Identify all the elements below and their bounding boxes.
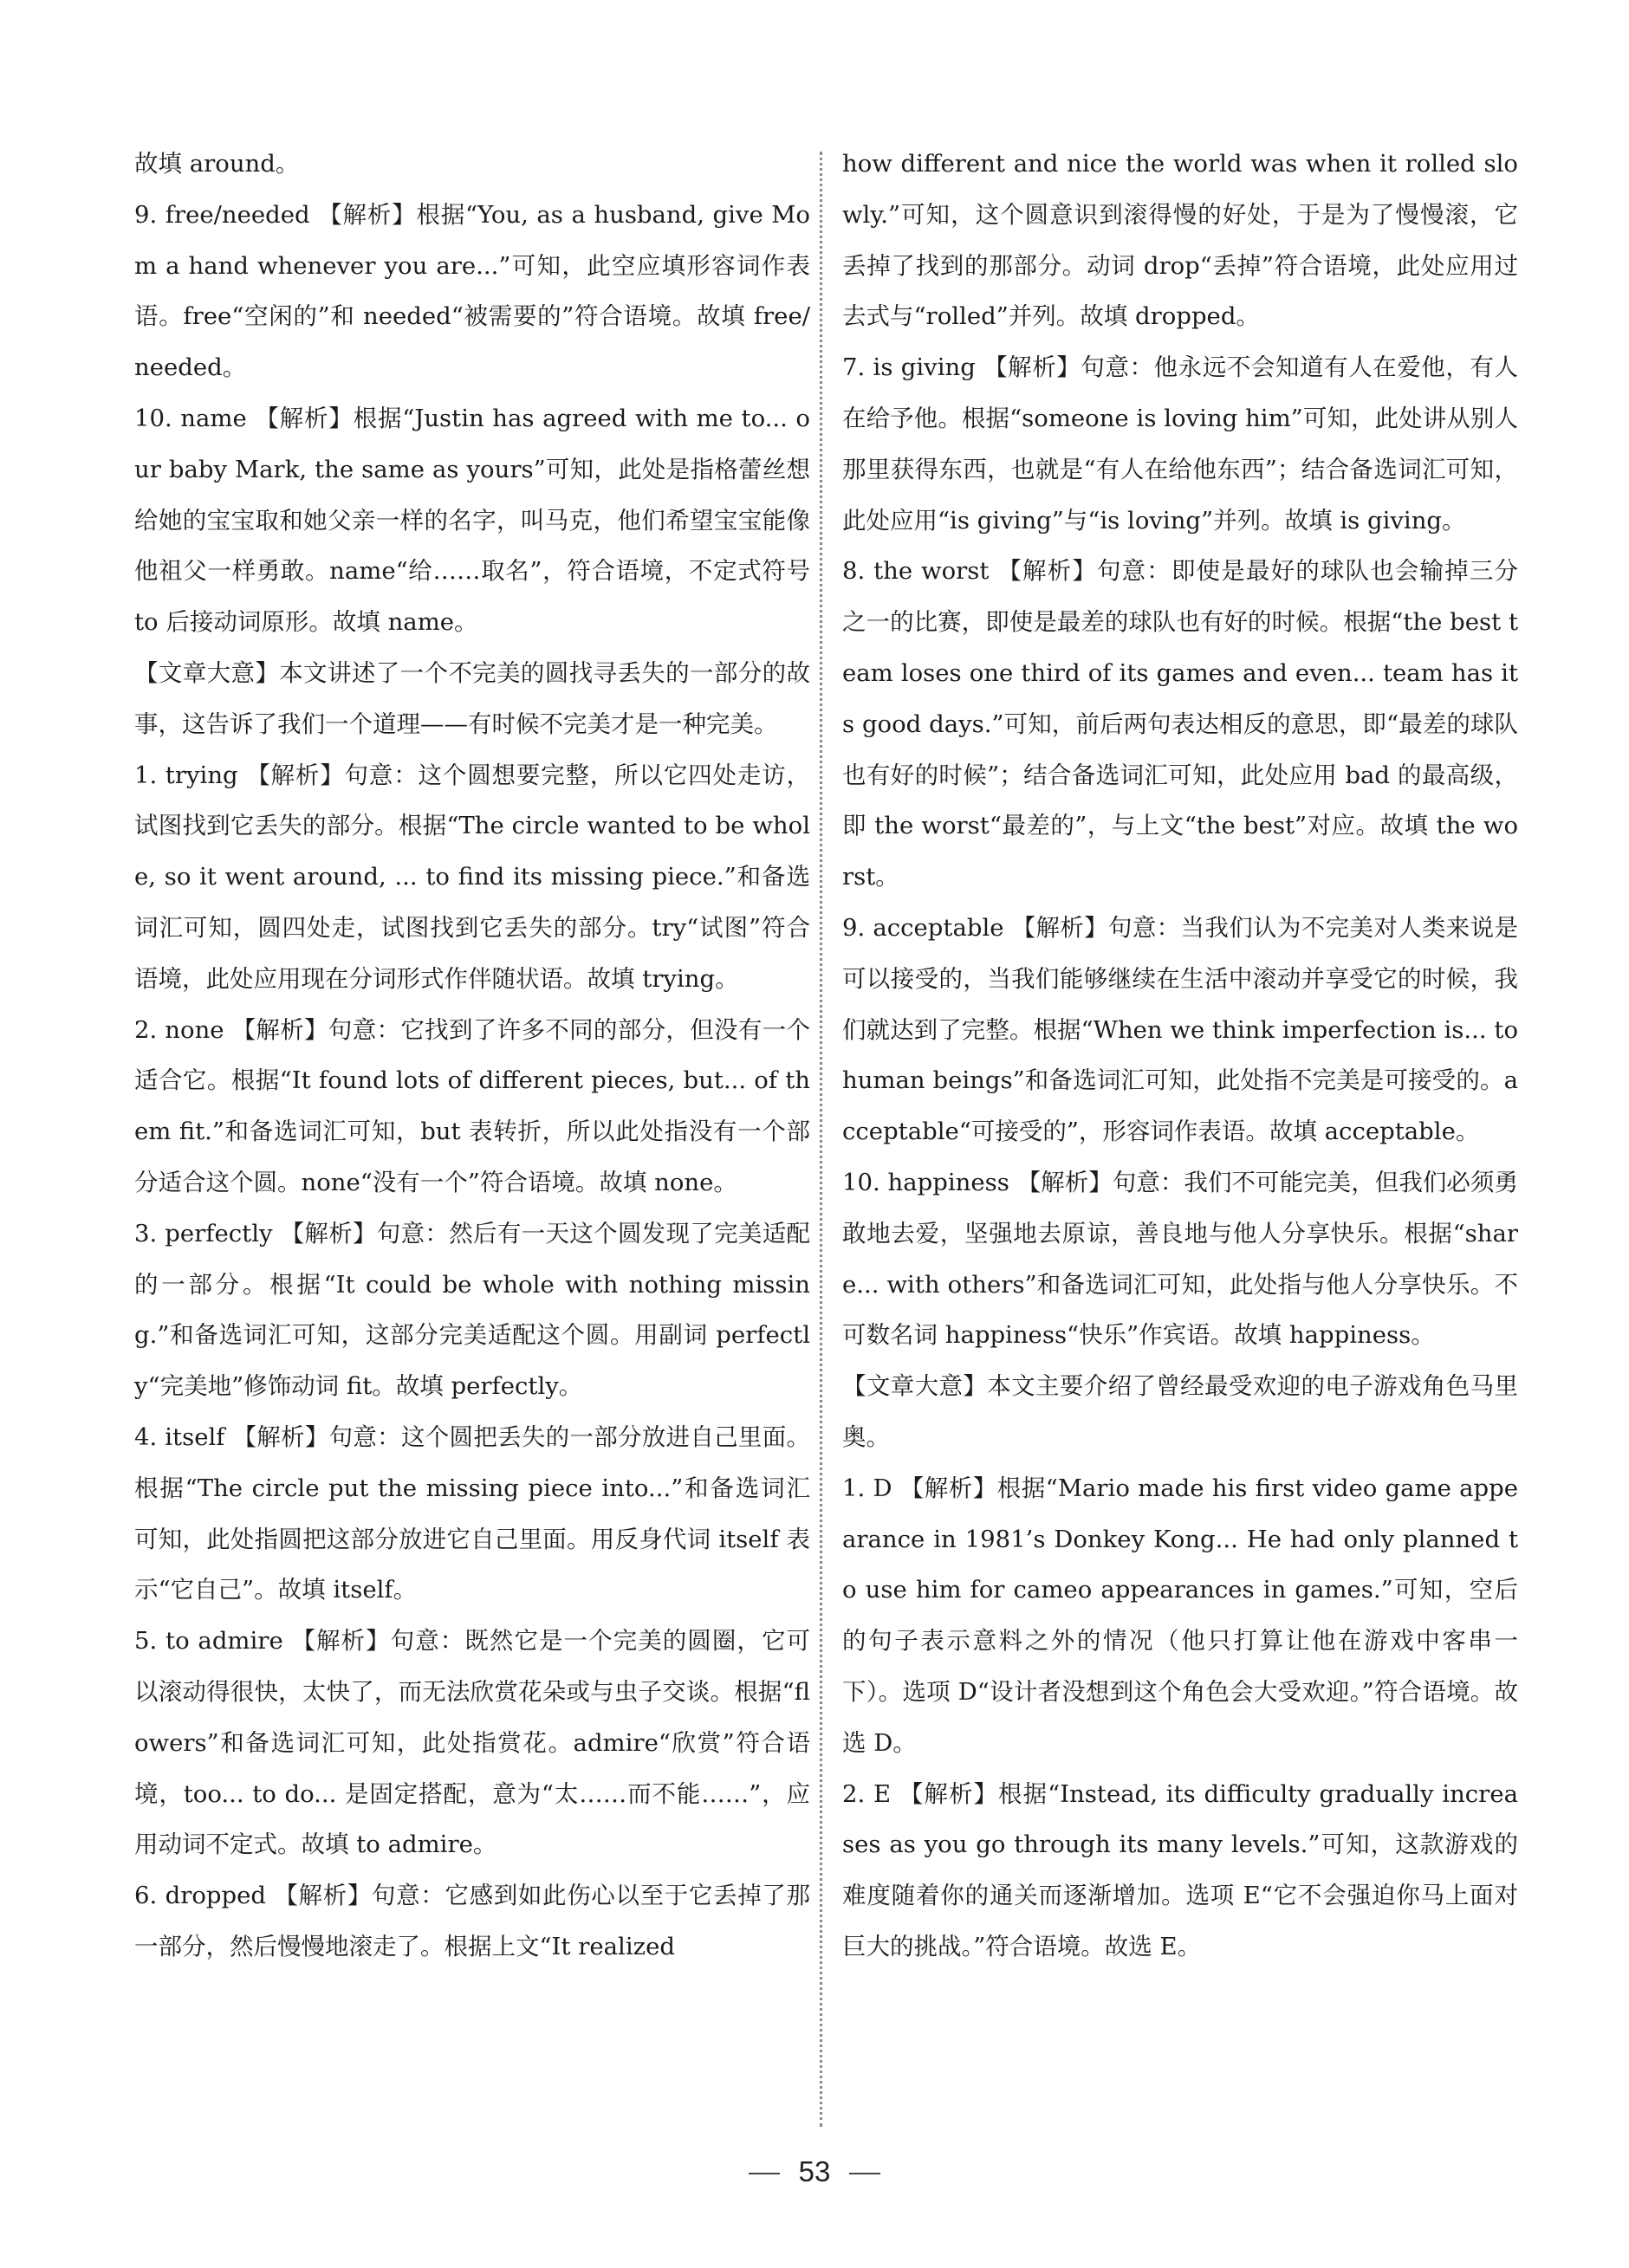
paragraph: 10. name 【解析】根据“Justin has agreed with me to... our baby Mark, the same as yours”可知，此处是指格蕾丝想给她的宝宝取和她父亲一样的名字，叫马克，他们希望宝宝能像他祖父一样勇敢。name“给……取名”，符合语境，不定式符号 to 后接动词原形。故填 name。 xyxy=(134,404,818,637)
paragraph: 故填 around。 xyxy=(134,150,300,178)
paragraph: how different and nice the world was when it rolled slowly.”可知，这个圆意识到滚得慢的好处，于是为了慢慢滚，它丢掉了找到的那部分。动词 drop“丢掉”符合语境，此处应用过去式与“rolled”并列。故填 dropped。 xyxy=(842,150,1518,331)
footer-dash-left xyxy=(749,2173,780,2174)
paragraph: 5. to admire 【解析】句意：既然它是一个完美的圆圈，它可以滚动得很快，太快了，而无法欣赏花朵或与虫子交谈。根据“flowers”和备选词汇可知，此处指赏花。admire“欣赏”符合语境，too... to do... 是固定搭配，意为“太……而不能……”，应用动词不定式。故填 to admire。 xyxy=(134,1627,810,1859)
paragraph: 9. acceptable 【解析】句意：当我们认为不完美对人类来说是可以接受的，当我们能够继续在生活中滚动并享受它的时候，我们就达到了完整。根据“When we think imperfection is... to human beings”和备选词汇可知，此处指不完美是可接受的。acceptable“可接受的”，形容词作表语。故填 acceptable。 xyxy=(842,913,1526,1146)
paragraph: 【文章大意】本文主要介绍了曾经最受欢迎的电子游戏角色马里奥。 xyxy=(842,1372,1518,1451)
paragraph: 2. none 【解析】句意：它找到了许多不同的部分，但没有一个适合它。根据“It found lots of different pieces, but... of them fit.”和备选词汇可知，but 表转折，所以此处指没有一个部分适合这个圆。none“没有一个”符合语境。故填 none。 xyxy=(134,1015,810,1196)
paragraph: 4. itself 【解析】句意：这个圆把丢失的一部分放进自己里面。根据“The circle put the missing piece into...”和备选词汇可知，此处指圆把这部分放进它自己里面。用反身代词 itself 表示“它自己”。故填 itself。 xyxy=(134,1422,810,1604)
paragraph: 1. D 【解析】根据“Mario made his first video game appearance in 1981’s Donkey Kong... He had only planned to use him for cameo appearances in games.”可知，空后的句子表示意料之外的情况（他只打算让他在游戏中客串一下）。选项 D“设计者没想到这个角色会大受欢迎。”符合语境。故选 D。 xyxy=(842,1474,1518,1757)
paragraph: 1. trying 【解析】句意：这个圆想要完整，所以它四处走访，试图找到它丢失的部分。根据“The circle wanted to be whole, so it went around, ... to find its missing piece.”和备选词汇可知，圆四处走，试图找到它丢失的部分。try“试图”符合语境，此处应用现在分词形式作伴随状语。故填 trying。 xyxy=(134,761,810,993)
page-number: 53 xyxy=(798,2155,831,2187)
paragraph: 2. E 【解析】根据“Instead, its difficulty gradually increases as you go through its many levels.”可知，这款游戏的难度随着你的通关而逐渐增加。选项 E“它不会强迫你马上面对巨大的挑战。”符合语境。故选 E。 xyxy=(842,1779,1518,1960)
paragraph: 8. the worst 【解析】句意：即使是最好的球队也会输掉三分之一的比赛，即使是最差的球队也有好的时候。根据“the best team loses one third of its games and even... team has its good days.”可知，前后两句表达相反的意思，即“最差的球队也有好的时候”；结合备选词汇可知，此处应用 bad 的最高级，即 the worst“最差的”，与上文“the best”对应。故填 the worst。 xyxy=(842,557,1518,891)
left-column xyxy=(134,139,818,1973)
paragraph: 10. happiness 【解析】句意：我们不可能完美，但我们必须勇敢地去爱，坚强地去原谅，善良地与他人分享快乐。根据“share... with others”和备选词汇可知，此处指与他人分享快乐。不可数名词 happiness“快乐”作宾语。故填 happiness。 xyxy=(842,1168,1518,1350)
footer-dash-right xyxy=(849,2173,880,2174)
paragraph: 9. free/needed 【解析】根据“You, as a husband, give Mom a hand whenever you are...”可知，此空应填形容词作表语。free“空闲的”和 needed“被需要的”符合语境。故填 free/needed。 xyxy=(134,200,810,382)
column-divider xyxy=(820,152,822,2127)
paragraph: 7. is giving 【解析】句意：他永远不会知道有人在爱他，有人在给予他。根据“someone is loving him”可知，此处讲从别人那里获得东西，也就是“有人在给他东西”；结合备选词汇可知，此处应用“is giving”与“is loving”并列。故填 is giving。 xyxy=(842,353,1518,535)
right-column xyxy=(842,139,1526,1973)
page-footer xyxy=(0,2155,1629,2188)
paragraph: 【文章大意】本文讲述了一个不完美的圆找寻丢失的一部分的故事，这告诉了我们一个道理——有时候不完美才是一种完美。 xyxy=(134,658,810,738)
paragraph: 6. dropped 【解析】句意：它感到如此伤心以至于它丢掉了那一部分，然后慢慢地滚走了。根据上文“It realized xyxy=(134,1882,810,1960)
paragraph: 3. perfectly 【解析】句意：然后有一天这个圆发现了完美适配的一部分。根据“It could be whole with nothing missing.”和备选词汇可知，这部分完美适配这个圆。用副词 perfectly“完美地”修饰动词 fit。故填 perfectly。 xyxy=(134,1219,810,1401)
